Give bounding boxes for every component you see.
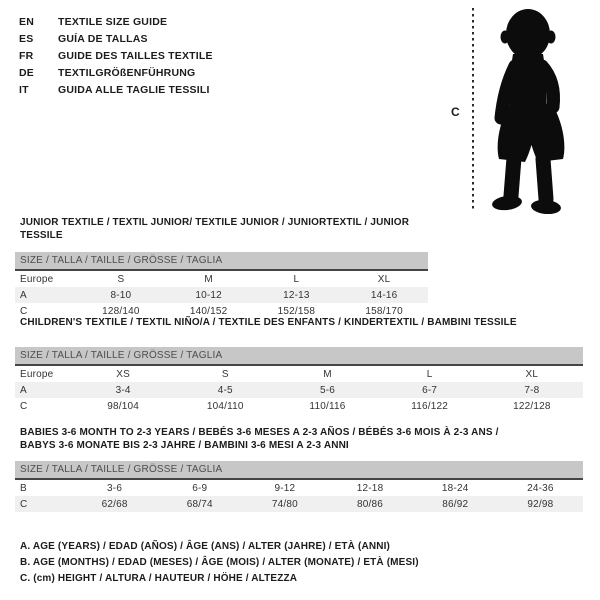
size-value-cell: 80/86 (357, 498, 384, 510)
babies-textile-section (15, 426, 583, 512)
table-row (15, 382, 583, 398)
size-value-cell: 122/128 (513, 400, 551, 412)
babies-table-title-line2: BABYS 3-6 MONATE BIS 2-3 JAHRE / BAMBINI 3-6 MESI A 2-3 ANNI (20, 440, 349, 451)
size-value-cell: 4-5 (217, 384, 233, 396)
size-value-cell: 92/98 (527, 498, 554, 510)
language-code: FR (19, 50, 34, 62)
size-header-bar: SIZE / TALLA / TAILLE / GRÖSSE / TAGLIA (15, 461, 583, 480)
size-value-cell: 18-24 (441, 482, 469, 494)
row-label-cell: B (20, 482, 27, 494)
legend-age-years: A. AGE (YEARS) / EDAD (AÑOS) / ÂGE (ANS) / ALTER (JAHRE) / ETÀ (ANNI) (20, 541, 390, 552)
junior-textile-section (15, 216, 428, 319)
size-value-cell: M (323, 368, 332, 380)
language-row (19, 65, 213, 82)
size-value-cell: M (204, 273, 213, 285)
size-value-cell: 12-18 (356, 482, 384, 494)
children-size-table (15, 366, 583, 414)
legend-height-cm: C. (cm) HEIGHT / ALTURA / HAUTEUR / HÖHE / ALTEZZA (20, 573, 298, 584)
children-table-title: CHILDREN'S TEXTILE / TEXTIL NIÑO/A / TEXTILE DES ENFANTS / KINDERTEXTIL / BAMBINI TESSILE (20, 317, 517, 328)
size-value-cell: 12-13 (283, 289, 310, 301)
language-code: DE (19, 67, 34, 79)
size-value-cell: 116/122 (411, 400, 449, 412)
size-value-cell: XL (377, 273, 391, 285)
table-row (15, 496, 583, 512)
size-header-bar: SIZE / TALLA / TAILLE / GRÖSSE / TAGLIA (15, 252, 428, 271)
size-value-cell: 86/92 (442, 498, 469, 510)
size-value-cell: S (221, 368, 229, 380)
table-row (15, 287, 428, 303)
table-row (15, 398, 583, 414)
language-row (19, 82, 213, 99)
language-code: EN (19, 16, 34, 28)
size-value-cell: 7-8 (524, 384, 540, 396)
row-label-cell: C (20, 400, 28, 412)
size-value-cell: L (293, 273, 300, 285)
language-row (19, 31, 213, 48)
size-value-cell: 68/74 (186, 498, 213, 510)
size-value-cell: 104/110 (206, 400, 244, 412)
size-value-cell: 74/80 (271, 498, 298, 510)
size-value-cell: 8-10 (110, 289, 132, 301)
measurement-legend (20, 539, 419, 587)
standing-toddler-silhouette-icon (482, 6, 582, 214)
row-label-cell: A (20, 289, 27, 301)
babies-table-title-line1: BABIES 3-6 MONTH TO 2-3 YEARS / BEBÉS 3-6 MESES A 2-3 AÑOS / BÉBÉS 3-6 MOIS À 2-3 ANS / (20, 427, 499, 438)
size-value-cell: 3-4 (115, 384, 131, 396)
language-title-list (19, 14, 213, 99)
size-value-cell: 24-36 (527, 482, 554, 494)
size-value-cell: 5-6 (319, 384, 335, 396)
guide-title: GUIDE DES TAILLES TEXTILE (58, 50, 213, 62)
children-textile-section (15, 316, 583, 414)
table-row (15, 271, 428, 287)
size-value-cell: 3-6 (107, 482, 123, 494)
size-value-cell: 6-7 (422, 384, 438, 396)
size-value-cell: L (426, 368, 433, 380)
language-row (19, 14, 213, 31)
row-label-cell: Europe (20, 368, 54, 380)
size-value-cell: 158/170 (365, 305, 403, 317)
size-value-cell: S (117, 273, 125, 285)
size-value-cell: 98/104 (107, 400, 139, 412)
language-code: ES (19, 33, 34, 45)
junior-table-title: JUNIOR TEXTILE / TEXTIL JUNIOR/ TEXTILE JUNIOR / JUNIORTEXTIL / JUNIOR TESSILE (20, 217, 410, 241)
size-value-cell: 10-12 (195, 289, 222, 301)
size-value-cell: XS (116, 368, 130, 380)
row-label-cell: A (20, 384, 27, 396)
size-value-cell: 128/140 (102, 305, 140, 317)
size-value-cell: 6-9 (192, 482, 208, 494)
size-value-cell: 9-12 (274, 482, 296, 494)
row-label-cell: Europe (20, 273, 54, 285)
size-value-cell: 62/68 (101, 498, 128, 510)
language-code: IT (19, 84, 29, 96)
babies-size-table (15, 480, 583, 512)
size-value-cell: 152/158 (277, 305, 316, 317)
junior-size-table (15, 271, 428, 319)
table-row (15, 480, 583, 496)
legend-age-months: B. AGE (MONTHS) / EDAD (MESES) / ÂGE (MOIS) / ALTER (MONATE) / ETÀ (MESI) (20, 557, 419, 568)
size-value-cell: 110/116 (309, 400, 346, 412)
guide-title: GUÍA DE TALLAS (58, 33, 148, 45)
size-value-cell: 14-16 (370, 289, 398, 301)
row-label-cell: C (20, 498, 28, 510)
size-value-cell: 140/152 (189, 305, 228, 317)
size-value-cell: XL (525, 368, 539, 380)
height-measure-label: C (451, 105, 460, 119)
guide-title: TEXTILE SIZE GUIDE (58, 16, 168, 28)
table-row (15, 366, 583, 382)
height-measure-dashed-line (472, 8, 474, 209)
guide-title: TEXTILGRÖßENFÜHRUNG (58, 67, 196, 79)
size-header-bar: SIZE / TALLA / TAILLE / GRÖSSE / TAGLIA (15, 347, 583, 366)
language-row (19, 48, 213, 65)
row-label-cell: C (20, 305, 28, 317)
guide-title: GUIDA ALLE TAGLIE TESSILI (58, 84, 210, 96)
